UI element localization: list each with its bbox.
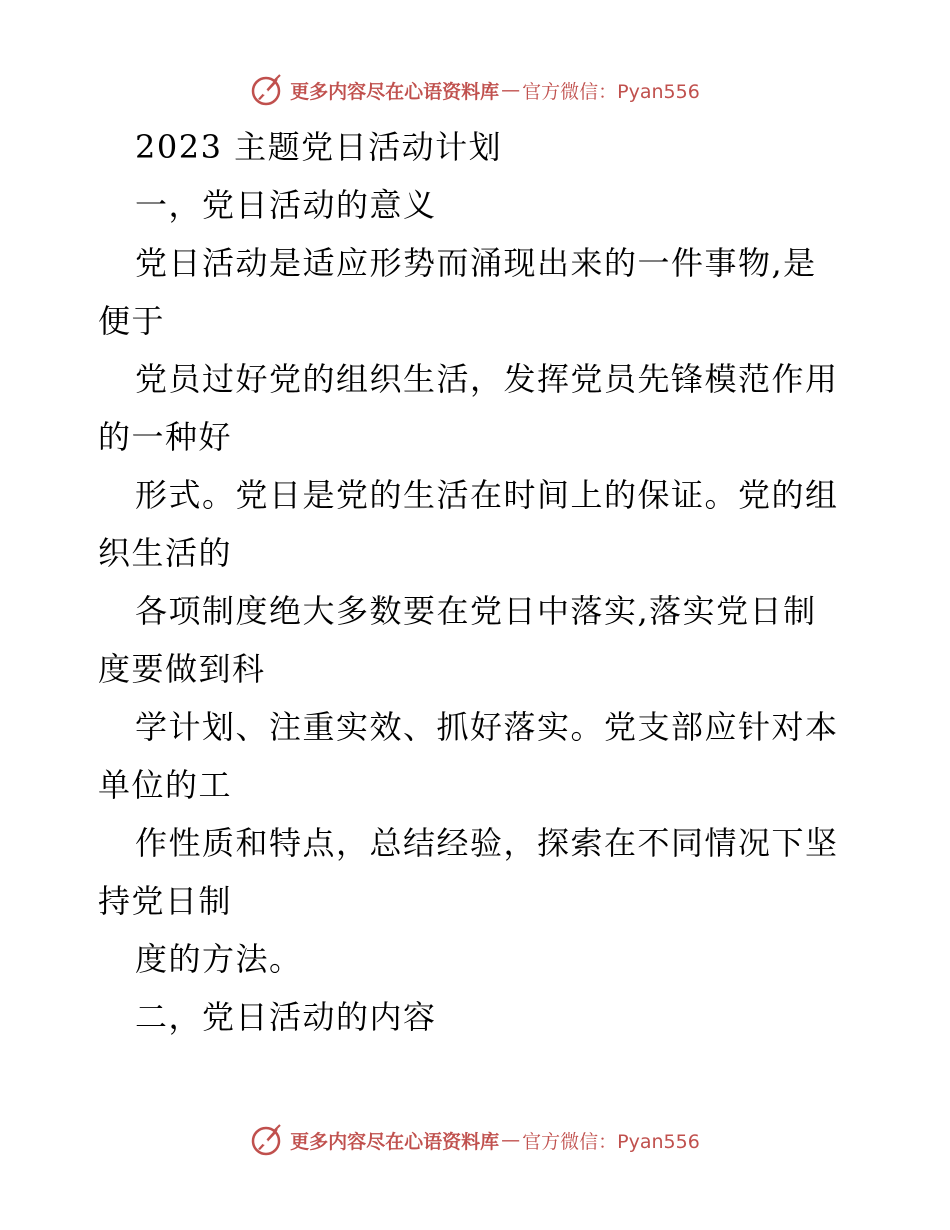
text-line: 度要做到科: [98, 650, 266, 688]
footer-watermark: [0, 1120, 950, 1160]
watermark-name: 更多内容尽在心语资料库: [290, 1130, 500, 1153]
text-line: 党员过好党的组织生活，发挥党员先锋模范作用: [135, 360, 839, 398]
text-line: 度的方法。: [135, 940, 303, 978]
text-line: 织生活的: [98, 534, 233, 572]
watermark-dash: —: [501, 1129, 521, 1151]
text-line: 学计划、注重实效、抓好落实。党支部应针对本: [135, 708, 839, 746]
header-watermark: [0, 70, 950, 110]
watermark-dash: —: [501, 79, 521, 101]
text-line: 作性质和特点，总结经验，探索在不同情况下坚: [135, 824, 839, 862]
text-line: 单位的工: [98, 766, 233, 804]
text-line: 持党日制: [98, 882, 233, 920]
document-title: 2023 主题党日活动计划: [135, 128, 503, 166]
text-line: 二，党日活动的内容: [135, 998, 437, 1036]
quill-logo-icon: [250, 1123, 284, 1157]
text-line: 党日活动是适应形势而涌现出来的一件事物,是: [135, 244, 817, 282]
watermark-wechat: 官方微信：Pyan556: [522, 1130, 700, 1153]
text-line: 一，党日活动的意义: [135, 186, 437, 224]
text-line: 各项制度绝大多数要在党日中落实,落实党日制: [135, 592, 817, 630]
quill-logo-icon: [250, 73, 284, 107]
text-line: 的一种好: [98, 418, 233, 456]
text-line: 便于: [98, 302, 166, 340]
text-line: 形式。党日是党的生活在时间上的保证。党的组: [135, 476, 839, 514]
watermark-wechat: 官方微信：Pyan556: [522, 80, 700, 103]
watermark-name: 更多内容尽在心语资料库: [290, 80, 500, 103]
